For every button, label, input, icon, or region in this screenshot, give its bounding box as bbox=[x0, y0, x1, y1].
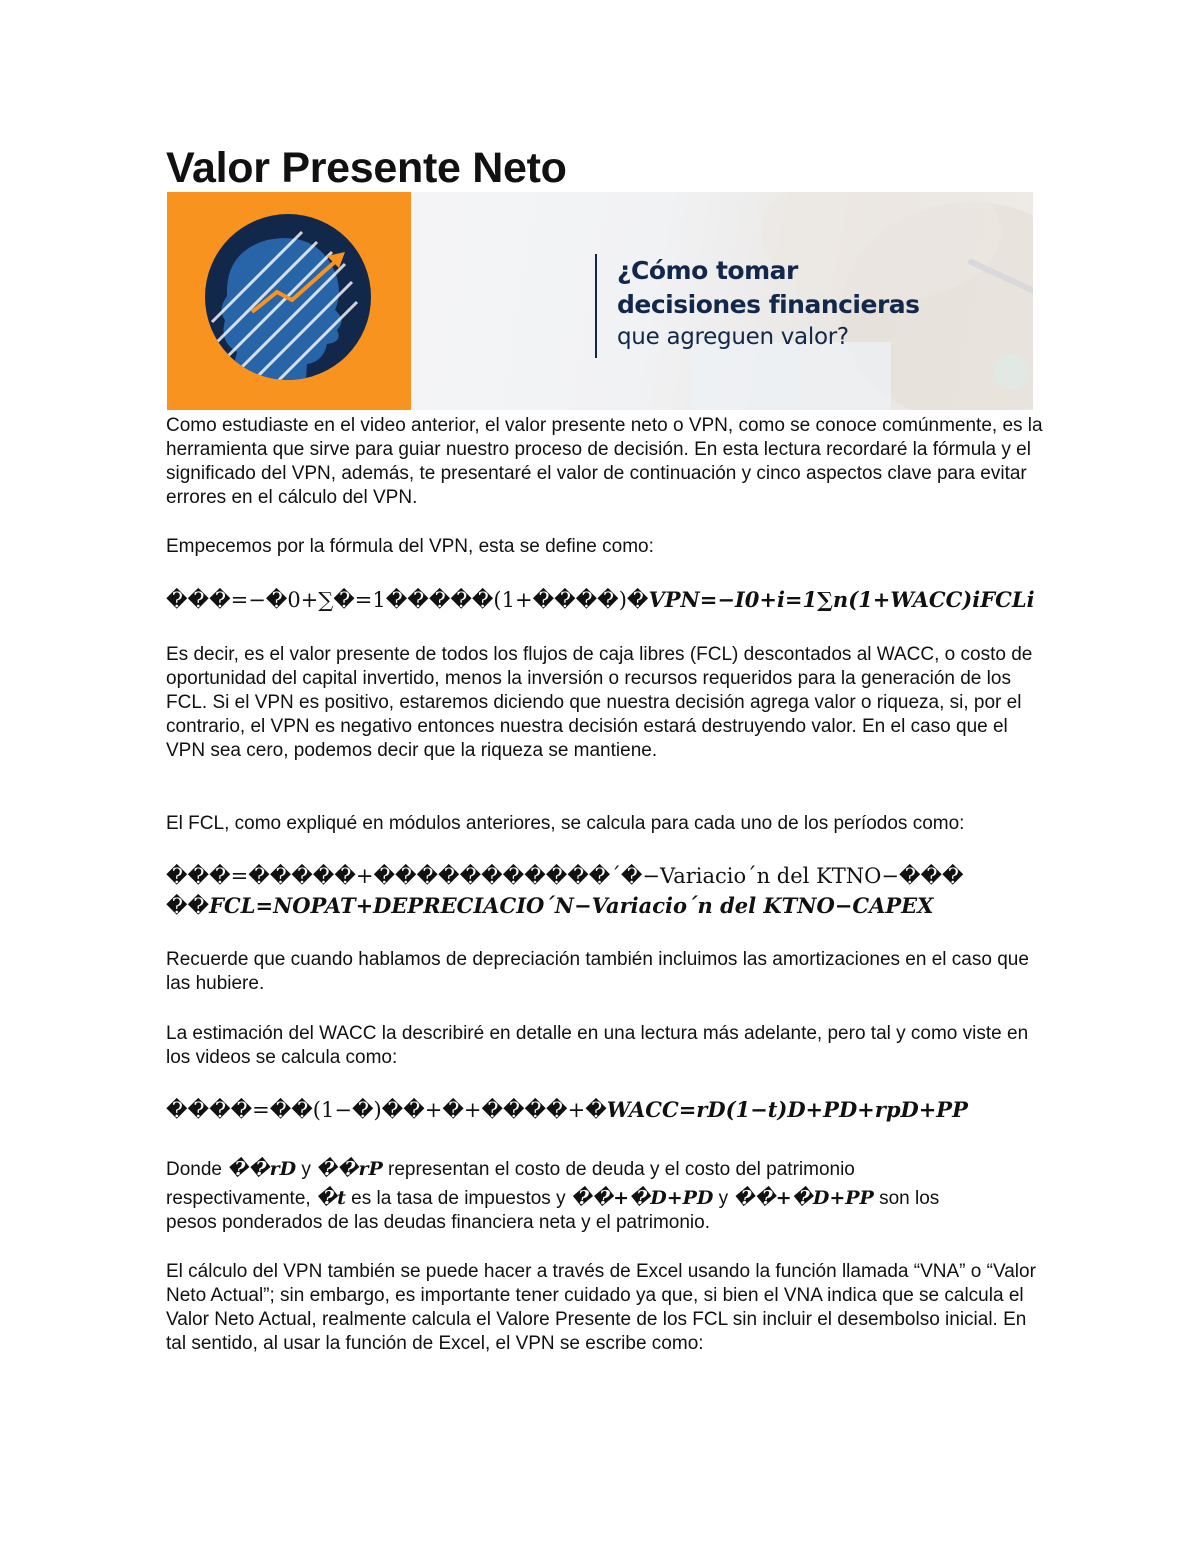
donde-text-6: y bbox=[713, 1188, 734, 1209]
weights-paragraph: pesos ponderados de las deudas financiera neta y el patrimonio. bbox=[166, 1212, 710, 1233]
excel-paragraph: El cálculo del VPN también se puede hacer a través de Excel usando la función llamada “VNA” o “Valor Neto Actual”; sin embargo, es importante tener cuidado ya que, si bien el VNA indica que se calcula el Valor Neto Actual, realmente calcula el Valore Presente de los FCL sin incluir el desembolso inicial. En tal sentido, al usar la función de Excel, el VPN se escribe como: bbox=[166, 1261, 1036, 1354]
vpn-explanation-paragraph: Es decir, es el valor presente de todos los flujos de caja libres (FCL) descontados al WACC, o costo de oportunidad del capital invertido, menos la inversión o recursos requeridos para la generación de los FCL. Si el VPN es positivo, estaremos diciendo que nuestra decisión agrega valor o riqueza, si, por el contrario, el VPN es negativo entonces nuestra decisión estará destruyendo valor. En el caso que el VPN sea cero, podemos decir que la riqueza se mantiene. bbox=[166, 644, 1033, 761]
banner-heading-line2: decisiones financieras bbox=[617, 290, 920, 319]
fcl-formula-line2 bbox=[166, 892, 1046, 920]
donde-text-5: es la tasa de impuestos y bbox=[345, 1188, 571, 1209]
donde-text-3: representan el costo de deuda y el costo del patrimonio bbox=[382, 1159, 855, 1180]
depreciation-paragraph: Recuerde que cuando hablamos de depreciación también incluimos las amortizaciones en el caso que las hubiere. bbox=[166, 949, 1029, 994]
fcl-formula-line1: ���=�����+�����������´�−Variacio´n del KTNO−��� bbox=[166, 864, 964, 888]
fcl-formula-rendered: FCL=NOPAT+DEPRECIACIO´N−Variacio´n del KTNO−CAPEX bbox=[209, 893, 934, 918]
debt-weight-symbol: ��+�D+PD bbox=[570, 1187, 714, 1209]
rd-symbol: ��rD bbox=[227, 1158, 297, 1180]
donde-text-4: respectivamente, bbox=[166, 1188, 316, 1209]
equity-weight-symbol: ��+�D+PP bbox=[733, 1187, 874, 1209]
banner-image bbox=[167, 192, 1033, 410]
page-title: Valor Presente Neto bbox=[166, 144, 567, 192]
rp-symbol: ��rP bbox=[316, 1158, 383, 1180]
donde-paragraph bbox=[166, 1155, 1046, 1213]
wacc-intro-paragraph: La estimación del WACC la describiré en detalle en una lectura más adelante, pero tal y como viste en los videos se calcula como: bbox=[166, 1023, 1029, 1068]
vpn-intro-paragraph: Empecemos por la fórmula del VPN, esta se define como: bbox=[166, 536, 654, 557]
t-symbol: �t bbox=[315, 1187, 346, 1209]
vpn-formula-garbled: ���=−�0+∑�=1�����(1+����)� bbox=[166, 588, 649, 612]
fcl-formula-garbled: �� bbox=[166, 894, 210, 918]
vpn-formula bbox=[166, 586, 1046, 614]
intro-paragraph: Como estudiaste en el video anterior, el valor presente neto o VPN, como se conoce comúnmente, es la herramienta que sirve para guiar nuestro proceso de decisión. En esta lectura recordaré la fórmula y el significado del VPN, además, te presentaré el valor de continuación y cinco aspectos clave para evitar errores en el cálculo del VPN. bbox=[166, 415, 1043, 508]
fcl-intro-paragraph: El FCL, como expliqué en módulos anteriores, se calcula para cada uno de los períodos como: bbox=[166, 813, 965, 834]
wacc-formula-rendered: WACC=rD(1−t)D+PD+rpD+PP bbox=[606, 1097, 968, 1122]
wacc-formula bbox=[166, 1096, 1046, 1124]
donde-text-7: son los bbox=[873, 1188, 940, 1209]
donde-text-2: y bbox=[296, 1159, 317, 1180]
wacc-formula-garbled: ����=��(1−�)��+�+����+� bbox=[166, 1098, 607, 1122]
vpn-formula-rendered: VPN=−I0+i=1∑n(1+WACC)iFCLi bbox=[648, 587, 1035, 612]
banner-heading-line1: ¿Cómo tomar bbox=[617, 256, 798, 285]
banner-subheading: que agreguen valor? bbox=[617, 324, 849, 350]
head-growth-icon bbox=[167, 192, 411, 410]
donde-text-1: Donde bbox=[166, 1159, 228, 1180]
banner-divider bbox=[595, 254, 597, 358]
